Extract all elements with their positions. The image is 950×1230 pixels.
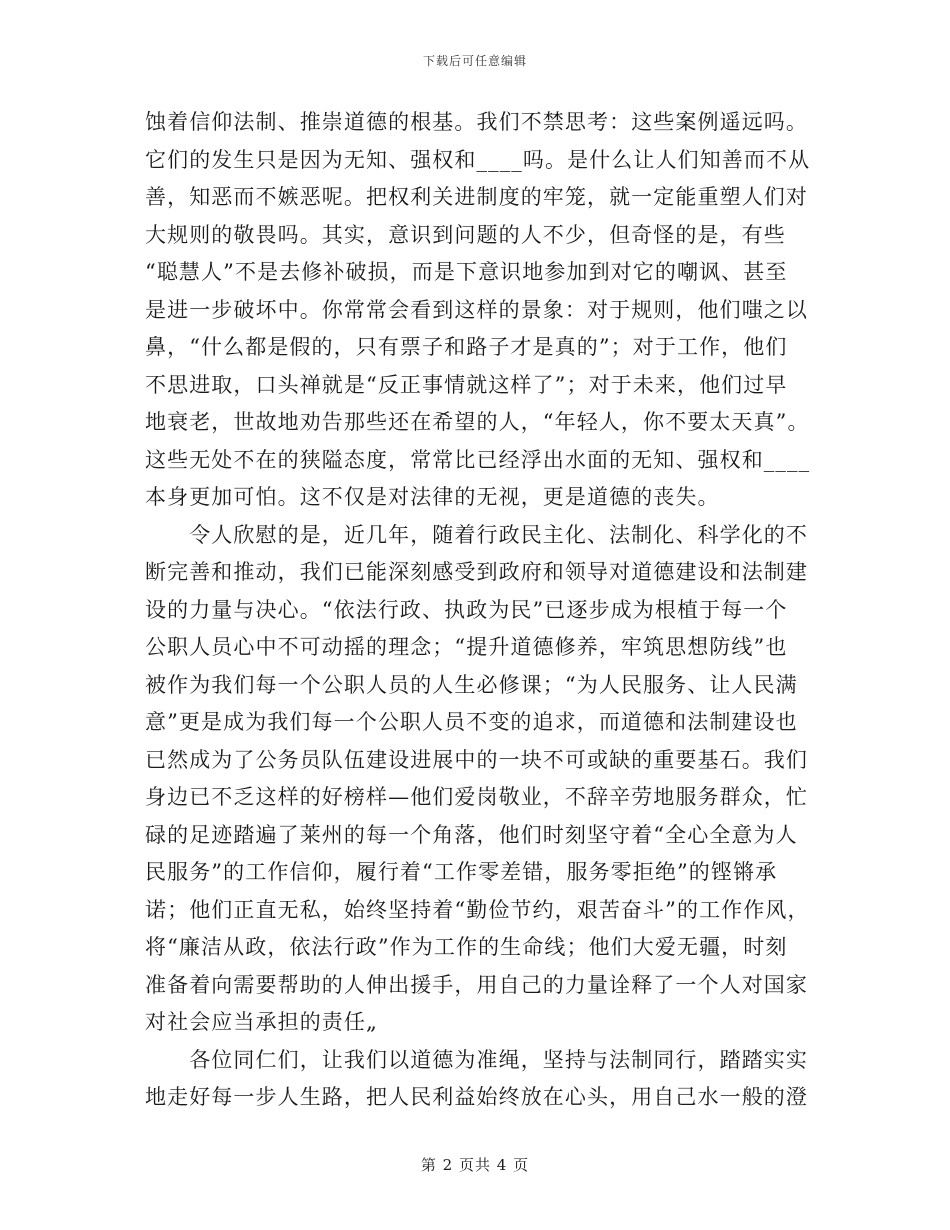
text-line: 公职人员心中不可动摇的理念；“提升道德修养，牢筑思想防线”也 xyxy=(145,635,788,659)
text-line: 已然成为了公务员队伍建设进展中的一块不可或缺的重要基石。我们 xyxy=(145,747,808,772)
text-line: 大规则的敬畏吗。其实，意识到问题的人不少，但奇怪的是，有些 xyxy=(145,222,786,247)
document-body xyxy=(145,104,813,1117)
text-line: 断完善和推动，我们已能深刻感受到政府和领导对道德建设和法制建 xyxy=(145,560,808,584)
text-line: 地走好每一步人生路，把人民利益始终放在心头，用自己水一般的澄 xyxy=(145,1085,808,1109)
paragraph-2 xyxy=(145,517,813,1042)
text-line: 民服务”的工作信仰，履行着“工作零差错，服务零拒绝”的铿锵承 xyxy=(145,860,778,884)
page-number: 第 2 页共 4 页 xyxy=(420,1156,530,1174)
text-line: 这些无处不在的狭隘态度，常常比已经浮出水面的无知、强权和____ xyxy=(145,447,811,472)
text-line: 本身更加可怕。这不仅是对法律的无视，更是道德的丧失。 xyxy=(145,485,720,509)
text-line: “聪慧人”不是去修补破损，而是下意识地参加到对它的嘲讽、甚至 xyxy=(145,260,788,284)
text-line: 诺；他们正直无私，始终坚持着“勤俭节约，艰苦奋斗”的工作作风， xyxy=(145,897,810,922)
text-line: 设的力量与决心。“依法行政、执政为民”已逐步成为根植于每一个 xyxy=(145,597,788,622)
page-header: 下载后可任意编辑 xyxy=(422,54,527,68)
text-line: 被作为我们每一个公职人员的人生必修课；“为人民服务、让人民满 xyxy=(145,672,798,697)
text-line: 善，知恶而不嫉恶呢。把权利关进制度的牢笼，就一定能重塑人们对 xyxy=(145,185,808,209)
text-line: 不思进取，口头禅就是“反正事情就这样了”；对于未来，他们过早 xyxy=(145,372,788,397)
text-line: 蚀着信仰法制、推崇道德的根基。我们不禁思考：这些案例遥远吗。 xyxy=(145,110,808,134)
text-line: 鼻，“什么都是假的，只有票子和路子才是真的”；对于工作，他们 xyxy=(145,335,788,359)
text-line: 意”更是成为我们每一个公职人员不变的追求，而道德和法制建设也 xyxy=(145,710,798,734)
text-line: 它们的发生只是因为无知、强权和____吗。是什么让人们知善而不从 xyxy=(145,147,811,172)
text-line: 令人欣慰的是，近几年，随着行政民主化、法制化、科学化的不 xyxy=(145,522,808,547)
paragraph-1 xyxy=(145,104,813,517)
text-line: 是进一步破坏中。你常常会看到这样的景象：对于规则，他们嗤之以 xyxy=(145,297,808,322)
paragraph-3 xyxy=(145,1042,813,1117)
text-line: 身边已不乏这样的好榜样—他们爱岗敬业，不辞辛劳地服务群众，忙 xyxy=(145,785,808,809)
text-line: 碌的足迹踏遍了莱州的每一个角落，他们时刻坚守着“全心全意为人 xyxy=(145,822,798,847)
text-line: 对社会应当承担的责任„ xyxy=(145,1010,378,1034)
text-line: 将“廉洁从政，依法行政”作为工作的生命线；他们大爱无疆，时刻 xyxy=(145,935,788,959)
text-line: 准备着向需要帮助的人伸出援手，用自己的力量诠释了一个人对国家 xyxy=(145,972,808,997)
text-line: 各位同仁们，让我们以道德为准绳，坚持与法制同行，踏踏实实 xyxy=(145,1047,808,1072)
text-line: 地衰老，世故地劝告那些还在希望的人，“年轻人，你不要太天真”。 xyxy=(145,410,810,434)
